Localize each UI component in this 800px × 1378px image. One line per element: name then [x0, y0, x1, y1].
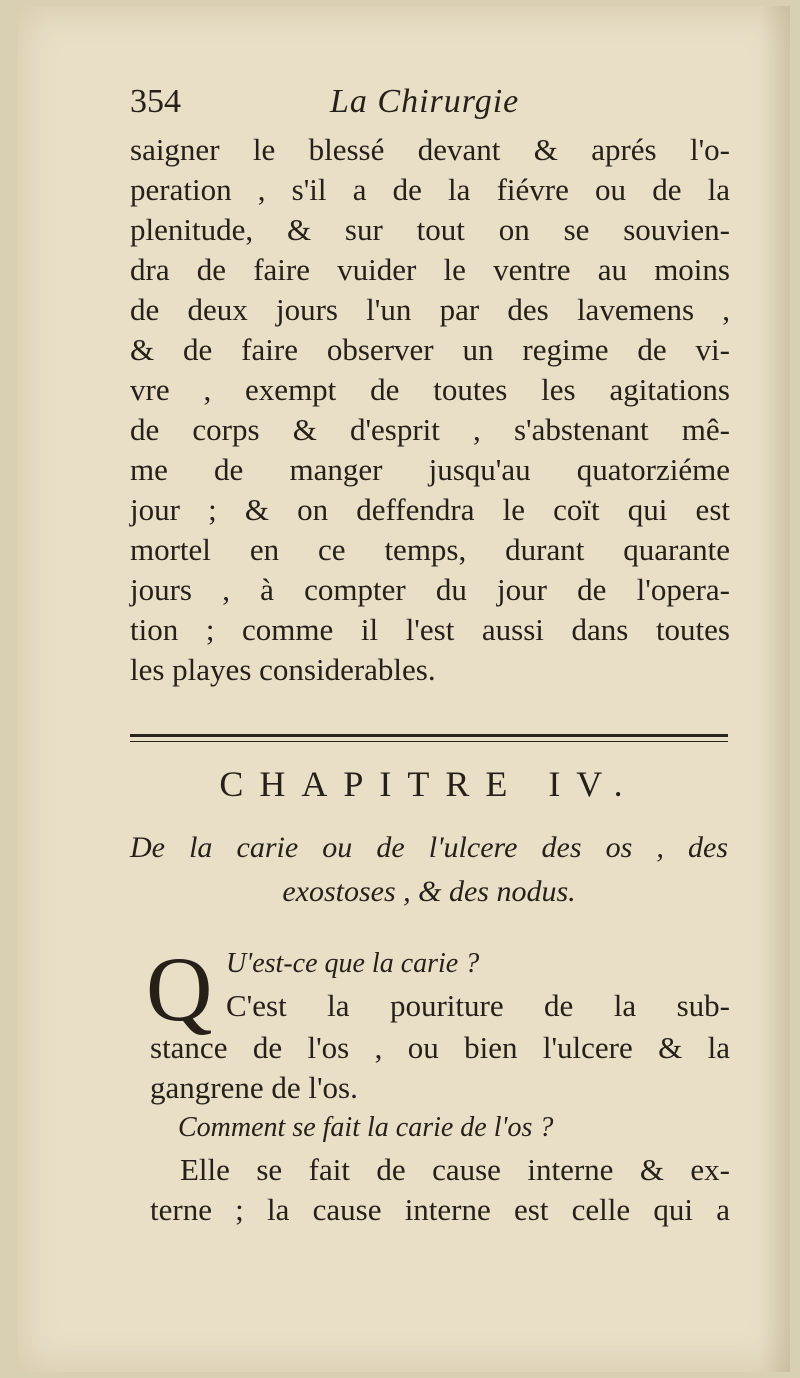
page-header — [130, 80, 730, 124]
text-line: dra de faire vuider le ventre au moins — [130, 252, 730, 287]
drop-cap: Q — [146, 938, 213, 1040]
chapter-title: CHAPITRE IV. — [219, 764, 639, 804]
answer-first-line: C'est la pouriture de la sub- — [226, 988, 730, 1023]
text-line: stance de l'os , ou bien l'ulcere & la — [150, 1030, 730, 1065]
text-line: gangrene de l'os. — [150, 1070, 358, 1105]
chapter-subtitle — [130, 826, 728, 914]
answer-text — [150, 1028, 730, 1108]
running-head: La Chirurgie — [330, 83, 520, 120]
text-line: terne ; la cause interne est celle qui a — [150, 1192, 730, 1227]
text-line: de corps & d'esprit , s'abstenant mê- — [130, 412, 730, 447]
text-line: me de manger jusqu'au quatorziéme — [130, 452, 730, 487]
question-text: U'est-ce que la carie ? — [226, 948, 480, 979]
page-number: 354 — [130, 83, 181, 120]
subtitle-line: De la carie ou de l'ulcere des os , des — [130, 831, 728, 864]
text-line: jours , à compter du jour de l'opera- — [130, 572, 730, 607]
text-line: & de faire observer un regime de vi- — [130, 332, 730, 367]
subtitle-line: exostoses , & des nodus. — [282, 875, 576, 908]
text-line: vre , exempt de toutes les agitations — [130, 372, 730, 407]
text-line: saigner le blessé devant & aprés l'o- — [130, 132, 730, 167]
text-line: peration , s'il a de la fiévre ou de la — [130, 172, 730, 207]
text-line: les playes considerables. — [130, 652, 436, 687]
text-line: Elle se fait de cause interne & ex- — [180, 1152, 730, 1187]
text-line: mortel en ce temps, durant quarante — [130, 532, 730, 567]
answer-text — [150, 1150, 730, 1230]
question-text: Comment se fait la carie de l'os ? — [178, 1112, 554, 1143]
text-line: plenitude, & sur tout on se souvien- — [130, 212, 730, 247]
paragraph — [130, 130, 730, 690]
section-divider — [130, 734, 728, 742]
text-line: jour ; & on deffendra le coït qui est — [130, 492, 730, 527]
text-line: de deux jours l'un par des lavemens , — [130, 292, 730, 327]
text-line: tion ; comme il l'est aussi dans toutes — [130, 612, 730, 647]
